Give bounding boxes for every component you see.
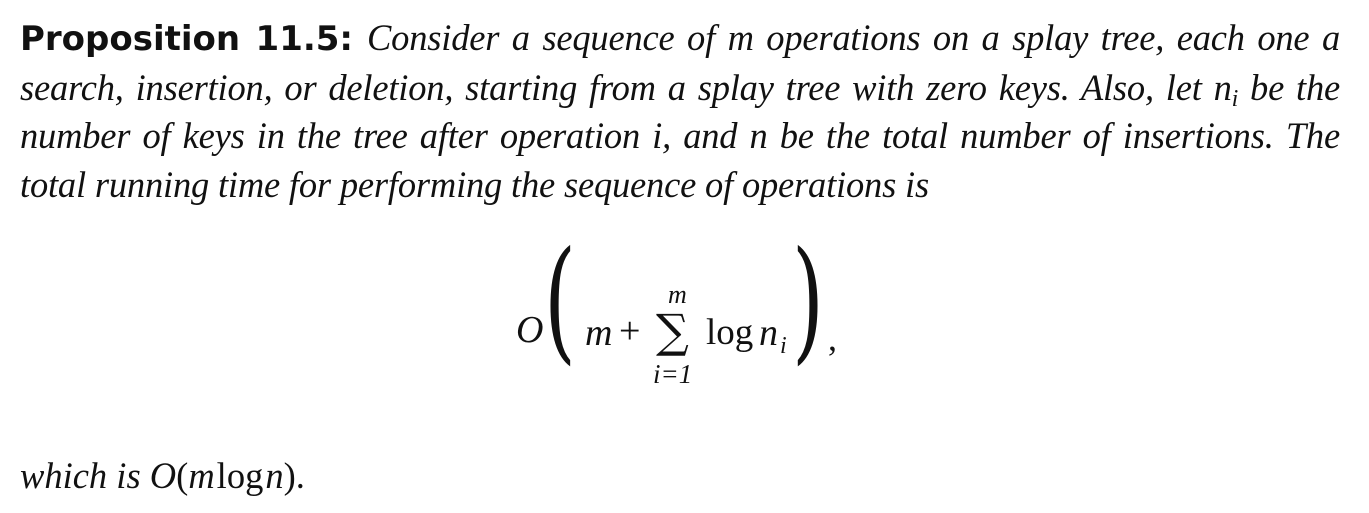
proposition-text-2: operations on a splay tree, each one a search, insertion, or deletion, starting from a splay tree with zero keys. Also, let [20, 17, 1340, 108]
conclusion-log: log [216, 455, 264, 496]
conclusion-m: m [188, 455, 215, 496]
conclusion-text: which is [20, 455, 141, 496]
eq-comma: , [828, 318, 837, 358]
conclusion-open-paren: ( [176, 455, 189, 496]
eq-sigma: ∑ [656, 304, 689, 358]
display-equation [516, 224, 856, 402]
eq-m: m [585, 312, 613, 354]
conclusion-close-paren: ) [283, 455, 296, 496]
conclusion-big-o: O [149, 455, 177, 496]
eq-n-subscript: i [780, 333, 787, 359]
proposition-text-1: Consider a sequence of [367, 17, 716, 58]
proposition-label: Proposition 11.5: [20, 19, 354, 59]
proposition-text-3: be the number of keys in the tree after operation [20, 66, 1340, 156]
eq-log: log [706, 312, 754, 353]
eq-big-o: O [516, 309, 544, 351]
eq-plus: + [619, 310, 641, 352]
proposition-text-5: be the total number of insertions. The total running time for performing the sequence of operations is [20, 115, 1340, 205]
var-m: m [727, 17, 754, 58]
conclusion-period: . [295, 455, 305, 496]
eq-upper-limit: m [668, 280, 687, 309]
var-i: i [652, 115, 663, 156]
eq-lower-limit: i=1 [653, 359, 693, 389]
conclusion-line [20, 452, 305, 500]
var-n-subscript: i [1231, 85, 1239, 112]
eq-n: n [759, 312, 778, 354]
eq-left-paren: ( [544, 224, 576, 379]
proposition-paragraph [20, 14, 1340, 209]
proposition-text-4: , and [662, 115, 738, 156]
conclusion-n: n [265, 455, 284, 496]
var-n: n [1213, 66, 1232, 108]
eq-right-paren: ) [792, 224, 824, 379]
var-n2: n [749, 115, 768, 156]
